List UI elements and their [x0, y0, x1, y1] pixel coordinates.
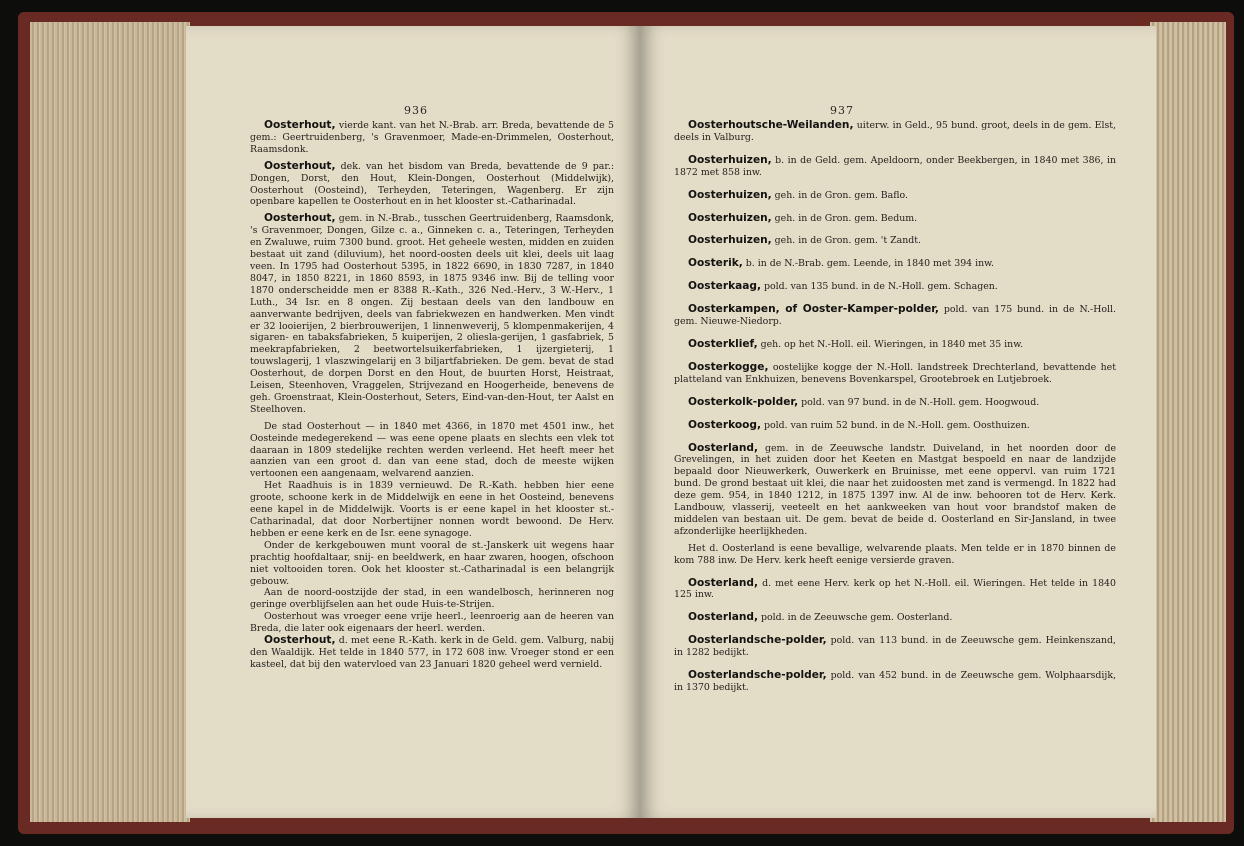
headword: Oosterkaag, [688, 280, 762, 293]
entry [674, 281, 1116, 293]
headword: Oosterland, [688, 441, 758, 454]
paragraph: De stad Oosterhout — in 1840 met 4366, in 1870 met 4501 inw., het Oosteinde medegerekend — was eene opene plaats en slechts een vlek tot daaraan in 1809 stedelijke rechten werden verleend. Het heeft meer het aanzien van een groot d. dan van eene stad, doch de meeste wijken vertoonen een aangenaam, welvarend aanzien. [250, 420, 614, 480]
headword: Oosterland, [688, 611, 758, 624]
paragraph: Het d. Oosterland is eene bevallige, welvarende plaats. Men telde er in 1870 binnen de kom 788 inw. De Herv. kerk heeft eenige versierde graven. [674, 542, 1116, 566]
entry [674, 397, 1116, 409]
headword: Oosterkoog, [688, 418, 761, 431]
entry [674, 339, 1116, 351]
entry [674, 235, 1116, 247]
page-edges-right [1150, 22, 1226, 822]
entry-text: geh. in de Gron. gem. Baflo. [771, 189, 908, 201]
entry-text: pold. van 175 bund. in de N.-Holl. gem. Nieuwe-Niedorp. [674, 304, 1117, 328]
entry-text: d. met eene R.-Kath. kerk in de Geld. gem. Valburg, nabij den Waaldijk. Het telde in 1840 577, in 172 608 inw. Vroeger stond er een kasteel, dat bij den watervloed van 23 Januari 1820 geheel werd vernield. [250, 635, 614, 670]
left-page [186, 26, 640, 818]
entry [674, 190, 1116, 202]
headword: Oosterhout, [264, 119, 336, 131]
entry-text: pold. van 452 bund. in de Zeeuwsche gem. Wolphaarsdijk, in 1370 bedijkt. [674, 670, 1116, 693]
entry [674, 258, 1116, 270]
entry [674, 213, 1116, 225]
entry-text: gem. in N.-Brab., tusschen Geertruidenberg, Raamsdonk, 's Gravenmoer, Dongen, Gilze c. a., Ginneken c. a., Teteringen, Terheyden en Zwaluwe, ruim 7300 bund. groot. Het geheele westen, midden en zuiden bestaat uit zand (diluvium), het noord-oosten deels uit klei, deels uit laag veen. In 1795 had Oosterhout 5395, in 1822 6690, in 1830 7287, in 1840 8047, in 1850 8221, in 1860 8593, in 1875 9346 inw. Bij de telling voor 1870 onderscheidde men er 8388 R.-Kath., 326 Ned.-Herv., 3 W.-Herv., 1 Luth., 34 Isr. en 8 ongen. Zij bestaan deels van den landbouw en aanverwante bedrijven, deels van fabriekwezen en handwerken. Men vindt er 32 looierijen, 2 bierbrouwerijen, 1 linnenweverij, 5 klompenmakerijen, 4 sigaren- en tabaksfabrieken, 5 kuiperijen, 2 oliesla-gerijen, 1 gasfabriek, 5 meekrapfabrieken, 2 beetwortelsuikerfabrieken, 1 ijzergieterij, 1 touwslagerij, 1 vlaszwingelarij en 3 biljartfabrieken. De gem. bevat de stad Oosterhout, de dorpen Dorst en den Hout, de buurten Horst, Heistraat, Leisen, Steenhoven, Vraggelen, Strijvezand en Hoogerheide, benevens de geh. Groenstraat, Klein-Oosterhout, Seters, Eind-van-den-Hout, ter Aalst en Steelhoven. [250, 213, 614, 415]
entry-text: oostelijke kogge der N.-Holl. landstreek Drechterland, bevattende het platteland van Enkhuizen, benevens Bovenkarspel, Grootebroek en Lutjebroek. [674, 361, 1116, 385]
headword: Oosterhuizen, [688, 234, 772, 247]
entry [674, 443, 1116, 538]
entry [674, 635, 1116, 659]
entry-text: geh. in de Gron. gem. 't Zandt. [771, 235, 922, 247]
entry [674, 304, 1116, 328]
page-number: 937 [830, 104, 854, 117]
entry-text: pold. van ruim 52 bund. in de N.-Holl. gem. Oosthuizen. [761, 419, 1030, 431]
entry-text: pold. van 113 bund. in de Zeeuwsche gem. Heinkenszand, in 1282 bedijkt. [674, 635, 1116, 659]
headword: Oosterland, [688, 576, 758, 589]
entry-text: b. in de Geld. gem. Apeldoorn, onder Beekbergen, in 1840 met 386, in 1872 met 858 inw. [674, 154, 1116, 178]
entry [674, 420, 1116, 432]
entry-text: pold. in de Zeeuwsche gem. Oosterland. [758, 612, 953, 624]
headword: Oosterkogge, [688, 360, 769, 373]
right-page [640, 26, 1156, 818]
entry-text: dek. van het bisdom van Breda, bevattende de 9 par.: Dongen, Dorst, den Hout, Klein-Dongen, Oosterhout (Middelwijk), Oosterhout (Oosteind), Terheyden, Teteringen, Wagenberg. Er zijn openbare kapellen te Oosterhout en in het klooster st.-Catharinadal. [250, 160, 614, 208]
headword: Oosterhuizen, [688, 153, 772, 166]
entry [250, 120, 614, 156]
page-edges-left [30, 22, 190, 822]
entry [250, 635, 614, 671]
entry-text: pold. van 97 bund. in de N.-Holl. gem. Hoogwoud. [798, 396, 1040, 408]
entry-text: geh. in de Gron. gem. Bedum. [771, 212, 918, 224]
entry [674, 670, 1116, 694]
headword: Oosterhuizen, [688, 188, 772, 201]
headword: Oosterhout, [264, 634, 336, 647]
right-column [674, 120, 1116, 699]
entry [674, 362, 1116, 386]
headword: Oosterlandsche-polder, [688, 634, 827, 647]
entry-text: pold. van 135 bund. in de N.-Holl. gem. Schagen. [761, 281, 998, 293]
page-number: 936 [404, 104, 428, 117]
paragraph: Onder de kerkgebouwen munt vooral de st.-Janskerk uit wegens haar prachtig hoofdaltaar, snij- en beeldwerk, en haar zwaren, hoogen, ofschoon niet voltooiden toren. Ook het klooster st.-Catharinadal is een belangrijk gebouw. [250, 539, 614, 587]
entry [250, 161, 614, 209]
entry [674, 120, 1116, 144]
entry-text: gem. in de Zeeuwsche landstr. Duiveland, in het noorden door de Grevelingen, in het zuiden door het Keeten en Mastgat bespoeld en naar de landzijde bepaald door Nieuwerkerk, Ouwerkerk en Bruinisse, met eene oppervl. van ruim 1721 bund. De grond bestaat uit klei, die naar het zuidoosten met zand is vermengd. In 1822 had deze gem. 954, in 1840 1212, in 1875 1397 inw. Al de inw. behooren tot de Herv. Kerk. Landbouw, vlasserij, veeteelt en het aankweeken van hout voor brandstof maken de middelen van bestaan uit. De gem. bevat de beide d. Oosterland en Sir-Jansland, in twee afzonderlijke heerlijkheden. [674, 442, 1116, 537]
headword: Oosterkolk-polder, [688, 395, 799, 408]
paragraph: Aan de noord-oostzijde der stad, in een wandelbosch, herinneren nog geringe overblijfselen aan het oude Huis-te-Strijen. [250, 587, 614, 611]
entry [674, 155, 1116, 179]
headword: Oosterkampen, of Ooster-Kamper-polder, [688, 303, 939, 316]
entry [250, 213, 614, 415]
entry [674, 612, 1116, 624]
headword: Oosterlandsche-polder, [688, 669, 827, 682]
entry-text: d. met eene Herv. kerk op het N.-Holl. eil. Wieringen. Het telde in 1840 125 inw. [674, 577, 1116, 601]
headword: Oosterhout, [264, 212, 336, 225]
headword: Oosterhout, [264, 159, 336, 172]
headword: Oosterik, [688, 257, 743, 270]
headword: Oosterhoutsche-Weilanden, [688, 119, 854, 131]
paragraph: Oosterhout was vroeger eene vrije heerl., leenroerig aan de heeren van Breda, die later ook eigenaars der heerl. werden. [250, 611, 614, 635]
entry-text: geh. op het N.-Holl. eil. Wieringen, in 1840 met 35 inw. [757, 338, 1024, 350]
paragraph: Het Raadhuis is in 1839 vernieuwd. De R.-Kath. hebben hier eene groote, schoone kerk in de Middelwijk en eene in het Oosteind, benevens eene kapel in de Middelwijk. Voorts is er eene kapel in het klooster st.-Catharinadal, dat door Norbertijner nonnen wordt bewoond. De Herv. hebben er eene kerk en de Isr. eene synagoge. [250, 480, 614, 539]
headword: Oosterklief, [688, 337, 758, 350]
left-column [250, 120, 614, 676]
entry-text: uiterw. in Geld., 95 bund. groot, deels in de gem. Elst, deels in Valburg. [674, 120, 1116, 143]
headword: Oosterhuizen, [688, 211, 772, 224]
entry-text: vierde kant. van het N.-Brab. arr. Breda, bevattende de 5 gem.: Geertruidenberg, 's Gravenmoer, Made-en-Drimmelen, Oosterhout, Raamsdonk. [250, 120, 614, 155]
entry-text: b. in de N.-Brab. gem. Leende, in 1840 met 394 inw. [742, 258, 995, 270]
entry [674, 578, 1116, 602]
